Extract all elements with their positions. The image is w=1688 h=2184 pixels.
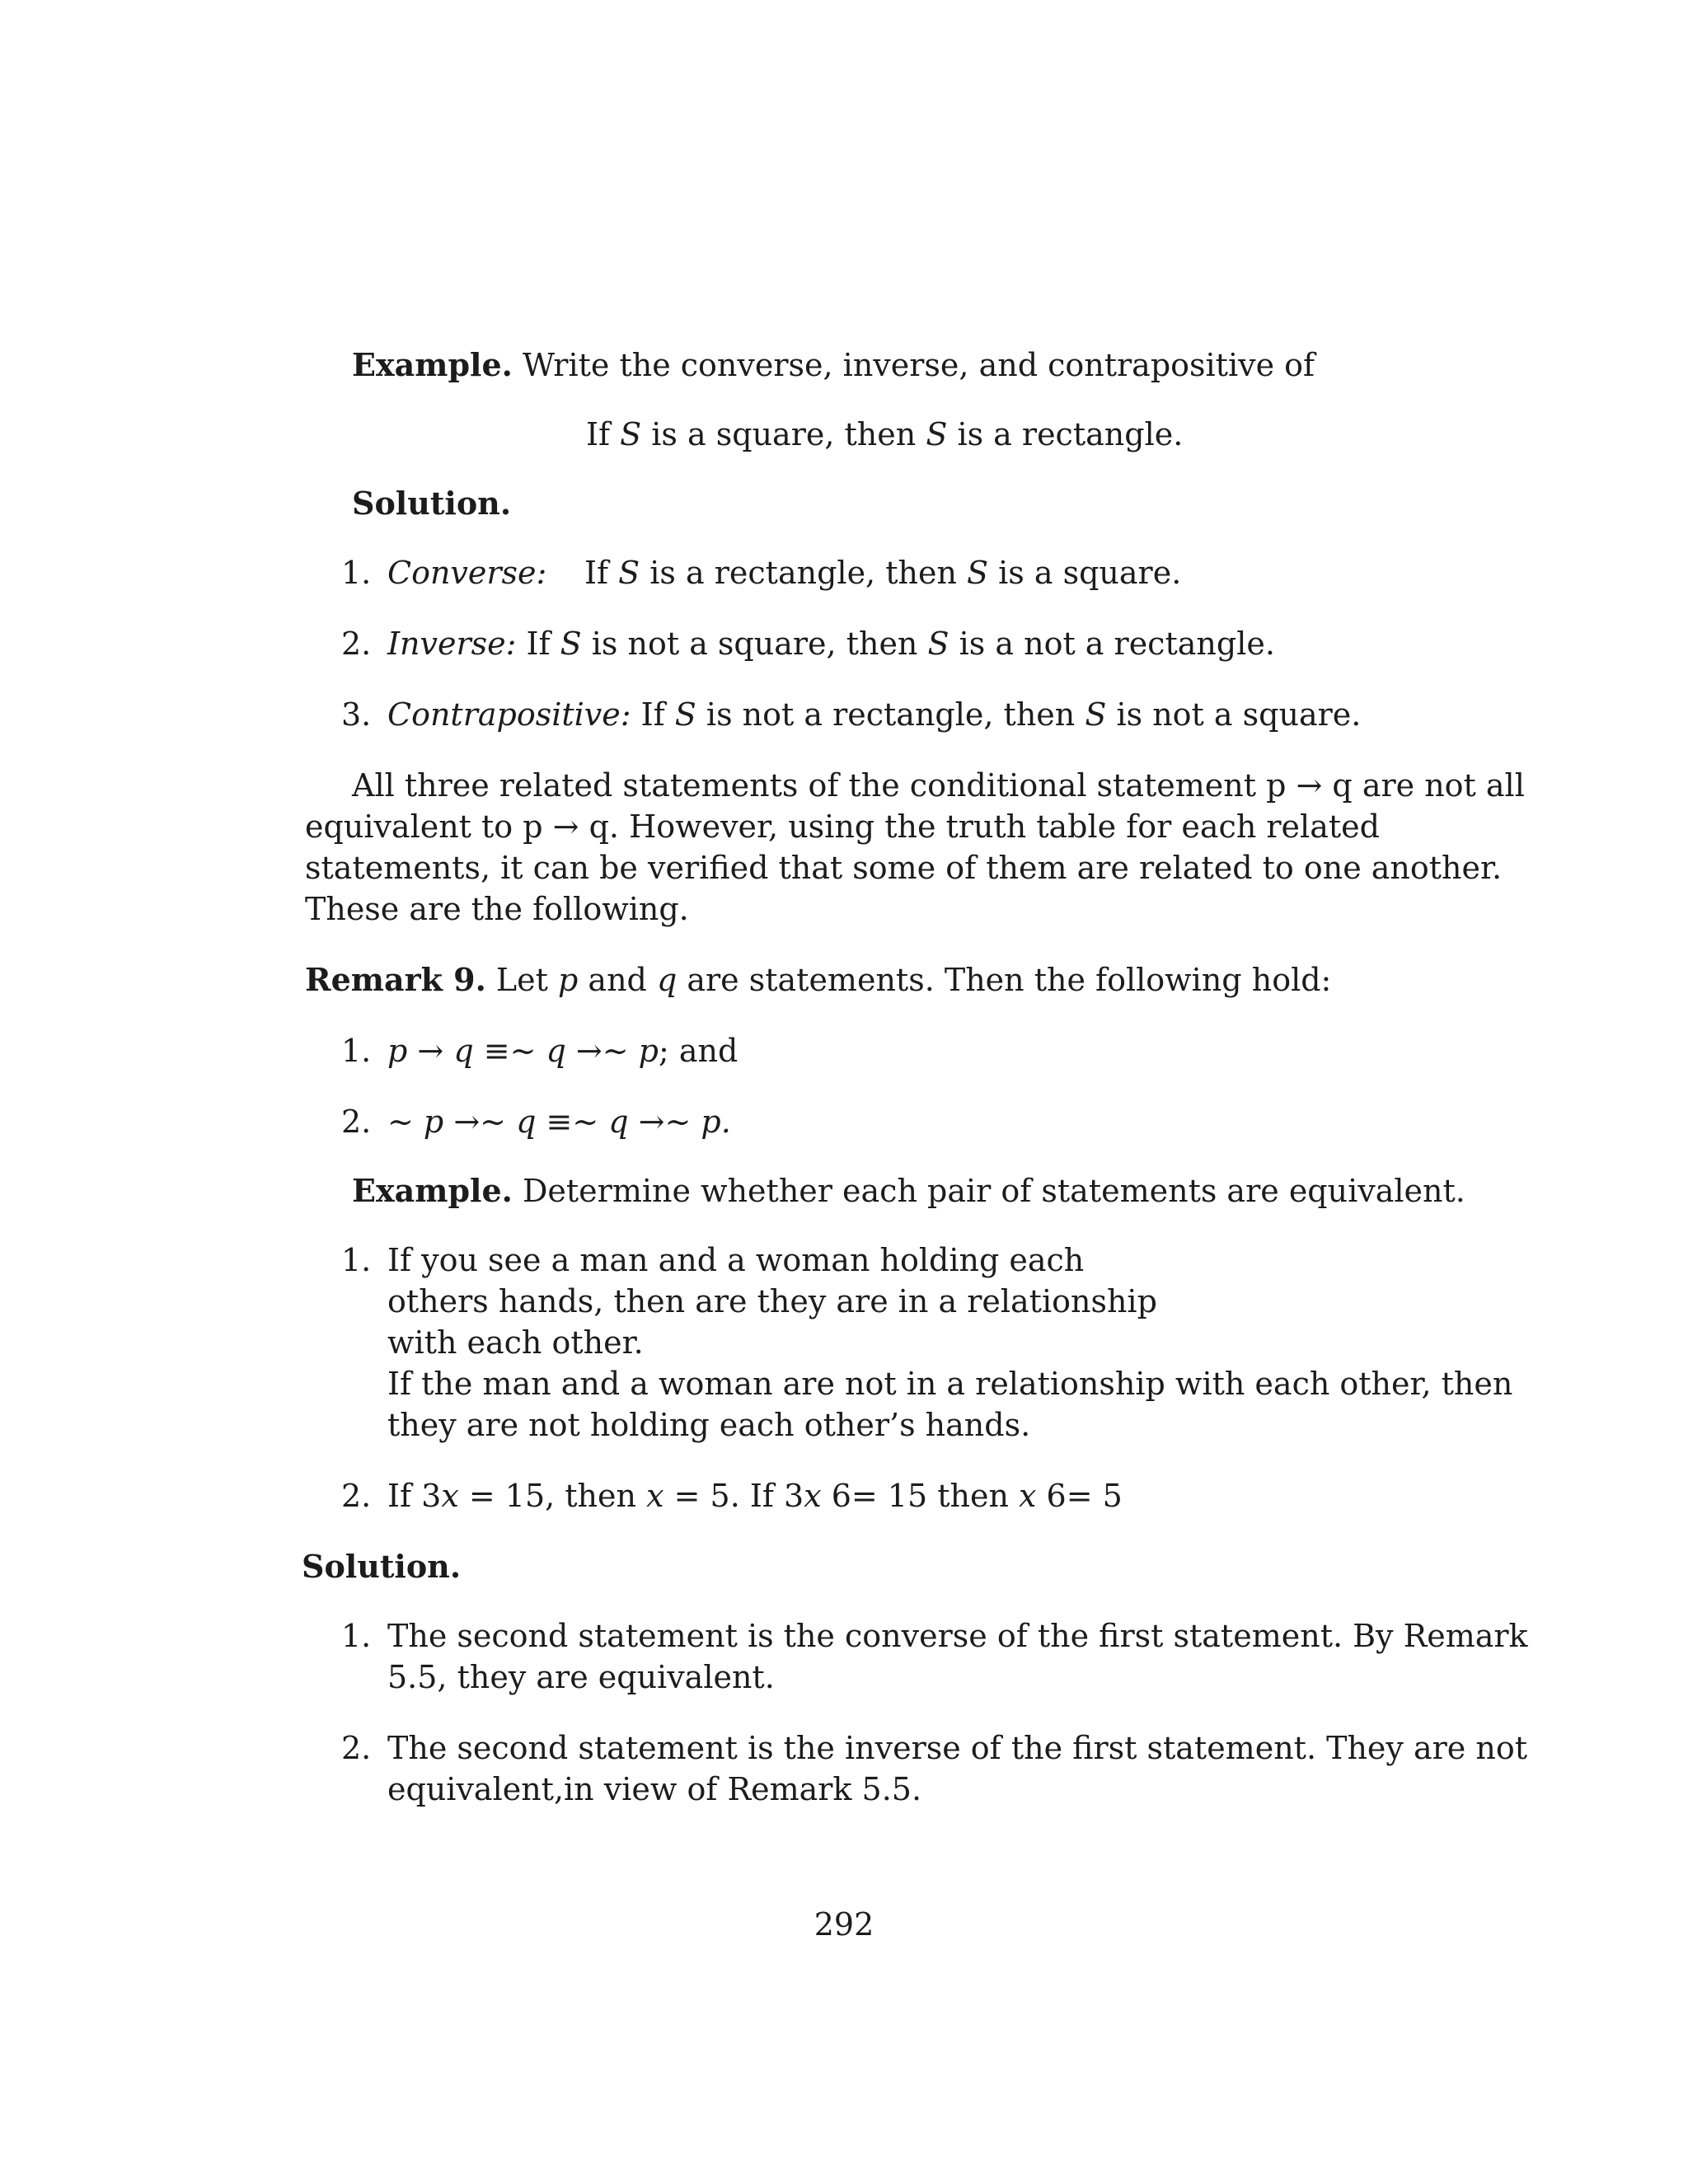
remark-formula: ∼ p →∼ q ≡∼ q →∼ p. [387,1104,731,1140]
remark-label: Remark 9. [305,961,486,998]
example-statement: If S is a square, then S is a rectangle. [586,416,1184,452]
example-heading: Example. Determine whether each pair of statements are equivalent. [352,1172,1465,1209]
example-text: Write the converse, inverse, and contrapositive of [512,347,1315,383]
solution-item-line: 5.5, they are equivalent. [387,1659,775,1695]
example-item-line: others hands, then are they are in a relationship [387,1283,1157,1319]
list-number: 2. [341,626,372,662]
example-item-line: If the man and a woman are not in a relationship with each other, then [387,1366,1513,1402]
contrapositive-item: Contrapositive: If S is not a rectangle, then S is not a square. [387,696,1362,733]
remark-heading: Remark 9. Let p and q are statements. Then the following hold: [305,961,1332,998]
remark-formula: p → q ≡∼ q →∼ p; and [387,1033,738,1069]
example-item-line: they are not holding each other’s hands. [387,1407,1031,1443]
solution-label: Solution. [352,485,512,522]
solution-item-line: The second statement is the inverse of the first statement. They are not [387,1730,1527,1766]
inverse-item: Inverse: If S is not a square, then S is a not a rectangle. [387,626,1275,662]
example-item-line: with each other. [387,1324,644,1361]
list-number: 2. [341,1478,372,1514]
list-number: 1. [341,1618,372,1654]
list-number: 2. [341,1104,372,1140]
solution-label: Solution. [302,1548,462,1585]
converse-item: Converse: [387,555,547,591]
example-item-equation: If 3x = 15, then x = 5. If 3x 6= 15 then x 6= 5 [387,1478,1123,1514]
solution-item-line: equivalent,in view of Remark 5.5. [387,1771,922,1807]
example-item-line: If you see a man and a woman holding each [387,1242,1085,1278]
converse-text: If S is a rectangle, then S is a square. [584,555,1182,591]
paragraph-line: equivalent to p → q. However, using the truth table for each related [305,808,1380,845]
list-number: 1. [341,1242,372,1278]
list-number: 1. [341,555,372,591]
list-number: 2. [341,1730,372,1766]
paragraph-line: All three related statements of the conditional statement p → q are not all [352,767,1525,804]
paragraph-line: These are the following. [305,891,689,927]
paragraph-line: statements, it can be verified that some of them are related to one another. [305,850,1503,886]
list-number: 3. [341,696,372,733]
list-number: 1. [341,1033,372,1069]
example-heading [352,344,1315,386]
example-label: Example. [352,346,513,383]
example-label: Example. [352,1172,513,1209]
solution-item-line: The second statement is the converse of the first statement. By Remark [387,1618,1528,1654]
page-number: 292 [814,1906,874,1943]
